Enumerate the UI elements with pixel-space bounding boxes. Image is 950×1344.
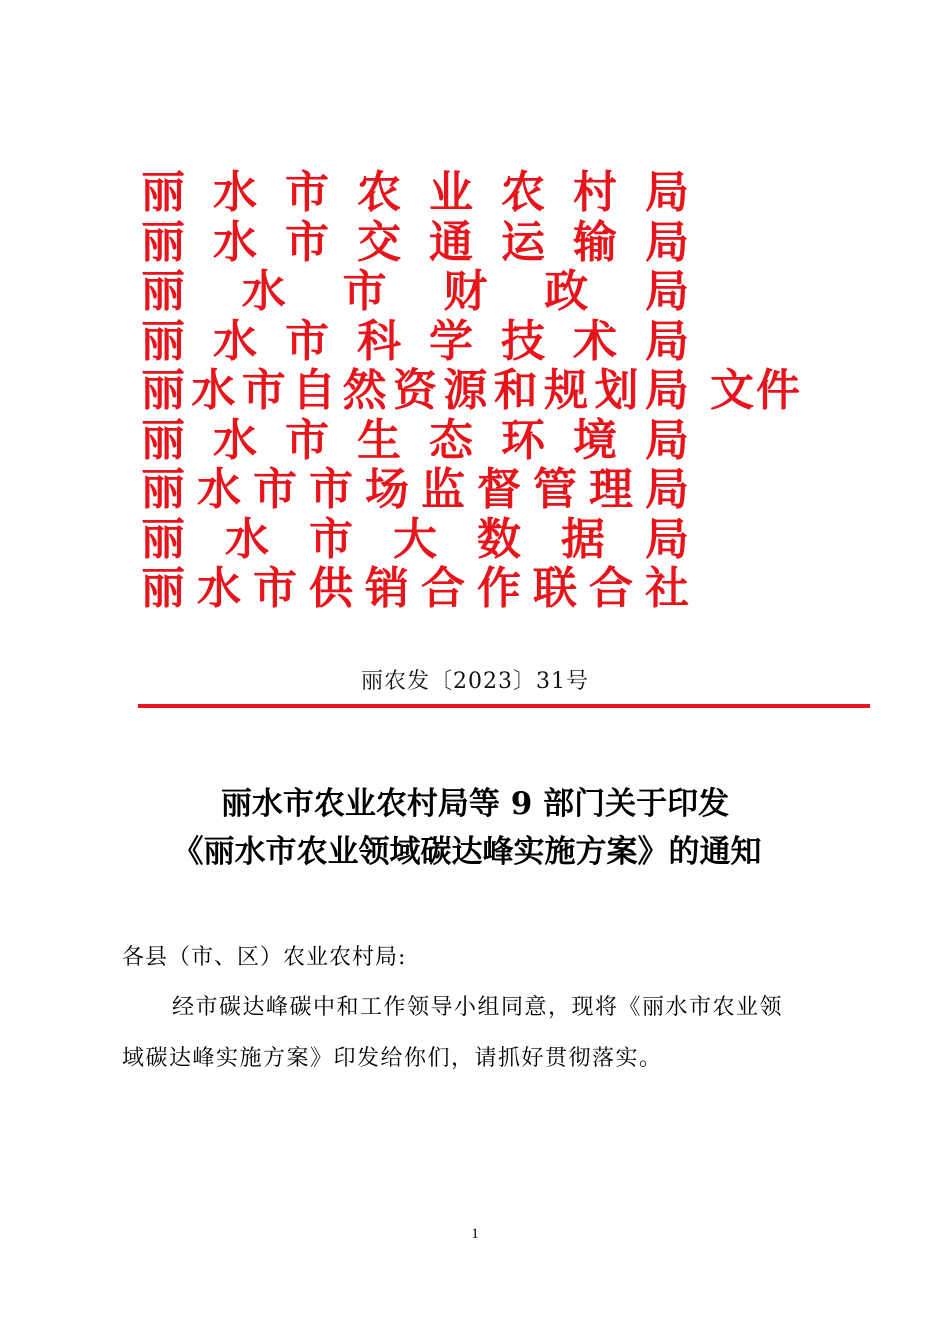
issuer-char: 运: [501, 216, 545, 268]
issuer-char: 环: [501, 414, 545, 466]
issuer-char: 场: [365, 464, 409, 515]
issuer-char: 然: [342, 365, 387, 416]
document-number: 丽农发〔2023〕31号: [361, 669, 589, 694]
issuer-char: 市: [285, 414, 329, 466]
issuer-char: 自: [292, 365, 337, 416]
issuer-char: 学: [429, 315, 473, 367]
issuer-line: [141, 465, 689, 515]
issuer-char: 局: [645, 167, 689, 218]
issuer-char: 生: [357, 414, 401, 466]
issuer-text: [141, 465, 689, 515]
issuer-char: 农: [501, 167, 545, 218]
issuer-char: 督: [477, 464, 521, 515]
issuer-char: 输: [573, 216, 617, 268]
issuer-text: [141, 366, 689, 416]
issuer-char: 术: [573, 315, 617, 367]
issuer-char: 水: [213, 315, 257, 367]
issuer-char: 和: [493, 365, 538, 416]
issuer-text: [141, 168, 689, 218]
issuer-char: 市: [285, 216, 329, 268]
issuer-char: 水: [241, 266, 286, 317]
issuer-char: 丽: [141, 464, 185, 515]
issuer-char: 水: [213, 167, 257, 218]
issuer-char: 水: [197, 563, 241, 614]
issuer-line: [141, 317, 689, 367]
issuer-char: 作: [477, 563, 521, 614]
issuer-line: [141, 515, 689, 565]
issuer-char: 市: [342, 266, 387, 317]
issuer-char: 理: [589, 464, 633, 515]
issuer-char: 农: [357, 167, 401, 218]
issuer-char: 局: [645, 315, 689, 367]
issuer-line: [141, 267, 689, 317]
issuer-char: 丽: [141, 563, 185, 614]
issuer-line: [141, 564, 689, 614]
issuer-char: 科: [357, 315, 401, 367]
issuer-text: [141, 218, 689, 268]
issuer-line: [141, 416, 689, 466]
issuer-char: 管: [533, 464, 577, 515]
issuer-char: 规: [544, 365, 589, 416]
issuer-char: 丽: [141, 167, 185, 218]
issuer-char: 社: [645, 563, 689, 614]
issuer-char: 市: [285, 167, 329, 218]
issuer-char: 市: [253, 464, 297, 515]
issuer-char: 局: [645, 464, 689, 515]
issuer-char: 销: [365, 563, 409, 614]
issuer-char: 局: [645, 414, 689, 466]
issuer-char: 合: [421, 563, 465, 614]
issuer-text: [141, 267, 689, 317]
issuer-char: 监: [421, 464, 465, 515]
issuer-text: [141, 416, 689, 466]
page-number: 1: [471, 1226, 479, 1242]
issuer-char: 据: [561, 513, 605, 565]
issuer-char: 丽: [141, 414, 185, 466]
issuer-char: 供: [309, 563, 353, 614]
issuer-char: 交: [357, 216, 401, 268]
body-text-line-1: 经市碳达峰碳中和工作领导小组同意，现将《丽水市农业领: [172, 995, 784, 1020]
issuer-char: 局: [644, 365, 689, 416]
body-text-line-2: 域碳达峰实施方案》印发给你们，请抓好贯彻落实。: [122, 1046, 663, 1071]
issuer-char: 政: [544, 266, 589, 317]
document-title-line-1: 丽水市农业农村局等 9 部门关于印发: [220, 786, 730, 822]
document-title-line-2: 《丽水市农业领域碳达峰实施方案》的通知: [172, 834, 762, 870]
issuer-char: 市: [285, 315, 329, 367]
issuer-char: 技: [501, 315, 545, 367]
issuer-line: [141, 366, 689, 416]
issuer-char: 局: [644, 266, 689, 317]
issuer-char: 丽: [141, 513, 185, 565]
issuer-char: 数: [477, 513, 521, 565]
red-divider: [138, 704, 870, 708]
issuer-char: 丽: [141, 216, 185, 268]
issuer-text: [141, 317, 689, 367]
issuing-authorities: [141, 168, 701, 614]
issuer-text: [141, 515, 689, 565]
issuer-char: 丽: [141, 266, 185, 317]
issuer-char: 市: [309, 513, 353, 565]
issuer-text: [141, 564, 689, 614]
issuer-char: 合: [589, 563, 633, 614]
issuer-char: 水: [197, 464, 241, 515]
issuer-char: 业: [429, 167, 473, 218]
issuer-char: 市: [241, 365, 286, 416]
issuer-char: 通: [429, 216, 473, 268]
issuer-char: 水: [213, 216, 257, 268]
issuer-char: 市: [253, 563, 297, 614]
issuer-char: 态: [429, 414, 473, 466]
issuer-char: 水: [213, 414, 257, 466]
issuer-char: 村: [573, 167, 617, 218]
issuer-char: 境: [573, 414, 617, 466]
issuer-char: 大: [393, 513, 437, 565]
issuer-char: 资: [392, 365, 437, 416]
document-label: 文件: [710, 365, 802, 416]
issuer-char: 水: [191, 365, 236, 416]
issuer-char: 联: [533, 563, 577, 614]
issuer-line: [141, 168, 689, 218]
issuer-char: 源: [443, 365, 488, 416]
issuer-char: 丽: [141, 315, 185, 367]
issuer-char: 市: [309, 464, 353, 515]
issuer-char: 局: [645, 513, 689, 565]
issuer-line: [141, 218, 689, 268]
issuer-char: 水: [225, 513, 269, 565]
issuer-char: 丽: [141, 365, 185, 416]
salutation: 各县（市、区）农业农村局:: [122, 945, 407, 970]
issuer-char: 财: [443, 266, 488, 317]
issuer-char: 划: [594, 365, 639, 416]
issuer-char: 局: [645, 216, 689, 268]
